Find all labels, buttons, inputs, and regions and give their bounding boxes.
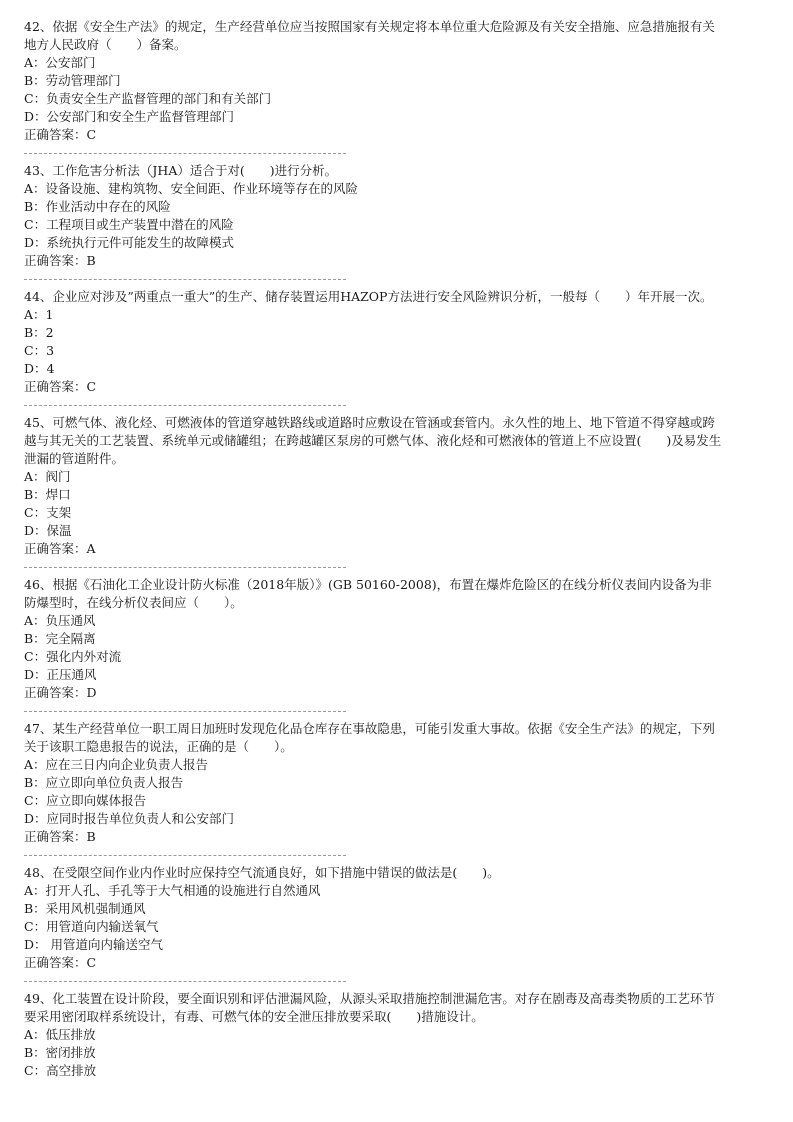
option-a: A：负压通风 — [24, 613, 96, 628]
question-45 — [24, 414, 724, 568]
option-c: C：用管道向内输送氧气 — [24, 919, 159, 934]
correct-answer: 正确答案：B — [24, 253, 96, 268]
option-d: D：4 — [24, 361, 55, 376]
option-d: D：系统执行元件可能发生的故障模式 — [24, 235, 235, 250]
option-c: C：强化内外对流 — [24, 649, 122, 664]
question-stem: 44、企业应对涉及”两重点一重大”的生产、储存装置运用HAZOP方法进行安全风险辨识分析，一般每（ ）年开展一次。 — [24, 289, 713, 304]
question-page — [24, 18, 724, 1080]
question-43 — [24, 162, 724, 280]
question-47 — [24, 720, 724, 856]
question-stem: 47、某生产经营单位一职工周日加班时发现危化品仓库存在事故隐患，可能引发重大事故。依据《安全生产法》的规定，下列关于该职工隐患报告的说法，正确的是（ ）。 — [24, 721, 715, 754]
correct-answer: 正确答案：B — [24, 829, 96, 844]
correct-answer: 正确答案：A — [24, 541, 96, 556]
option-b: B：作业活动中存在的风险 — [24, 199, 171, 214]
option-c: C：工程项目或生产装置中潜在的风险 — [24, 217, 234, 232]
question-44 — [24, 288, 724, 406]
option-d: D：正压通风 — [24, 667, 97, 682]
question-stem: 49、化工装置在设计阶段，要全面识别和评估泄漏风险，从源头采取措施控制泄漏危害。对存在剧毒及高毒类物质的工艺环节要采用密闭取样系统设计，有毒、可燃气体的安全泄压排放要采取( )措施设计。 — [24, 991, 715, 1024]
question-stem: 46、根据《石油化工企业设计防火标准（2018年版）》(GB 50160-2008)，布置在爆炸危险区的在线分析仪表间内设备为非防爆型时，在线分析仪表间应（ ）。 — [24, 577, 712, 610]
question-stem: 43、工作危害分析法（JHA）适合于对( )进行分析。 — [24, 163, 338, 178]
correct-answer: 正确答案：D — [24, 685, 97, 700]
question-divider — [24, 567, 346, 568]
option-a: A：打开人孔、手孔等于大气相通的设施进行自然通风 — [24, 883, 321, 898]
question-divider — [24, 981, 346, 982]
question-divider — [24, 711, 346, 712]
option-b: B：密闭排放 — [24, 1045, 96, 1060]
question-42 — [24, 18, 724, 154]
option-b: B：应立即向单位负责人报告 — [24, 775, 184, 790]
question-48 — [24, 864, 724, 982]
question-stem: 45、可燃气体、液化烃、可燃液体的管道穿越铁路线或道路时应敷设在管涵或套管内。永久性的地上、地下管道不得穿越或跨越与其无关的工艺装置、系统单元或储罐组；在跨越罐区泵房的可燃气体、液化烃和可燃液体的管道上不应设置( )及易发生泄漏的管道附件。 — [24, 415, 722, 466]
option-a: A：1 — [24, 307, 54, 322]
question-46 — [24, 576, 724, 712]
option-b: B：焊口 — [24, 487, 71, 502]
option-b: B：2 — [24, 325, 54, 340]
option-a: A：低压排放 — [24, 1027, 96, 1042]
option-c: C：应立即向媒体报告 — [24, 793, 147, 808]
option-d: D：应同时报告单位负责人和公安部门 — [24, 811, 235, 826]
option-d: D： 用管道向内输送空气 — [24, 937, 163, 952]
question-49 — [24, 990, 724, 1080]
option-b: B：劳动管理部门 — [24, 73, 121, 88]
correct-answer: 正确答案：C — [24, 379, 97, 394]
question-divider — [24, 279, 346, 280]
question-divider — [24, 153, 346, 154]
correct-answer: 正确答案：C — [24, 955, 97, 970]
correct-answer: 正确答案：C — [24, 127, 97, 142]
option-c: C：支架 — [24, 505, 72, 520]
option-a: A：应在三日内向企业负责人报告 — [24, 757, 209, 772]
option-a: A：设备设施、建构筑物、安全间距、作业环境等存在的风险 — [24, 181, 359, 196]
option-b: B：完全隔离 — [24, 631, 96, 646]
option-c: C：负责安全生产监督管理的部门和有关部门 — [24, 91, 272, 106]
option-d: D：保温 — [24, 523, 72, 538]
question-stem: 48、在受限空间作业内作业时应保持空气流通良好，如下措施中错误的做法是( )。 — [24, 865, 500, 880]
question-divider — [24, 405, 346, 406]
option-a: A：公安部门 — [24, 55, 96, 70]
option-d: D：公安部门和安全生产监督管理部门 — [24, 109, 235, 124]
question-divider — [24, 855, 346, 856]
option-c: C：高空排放 — [24, 1063, 97, 1078]
option-c: C：3 — [24, 343, 55, 358]
option-b: B：采用风机强制通风 — [24, 901, 146, 916]
option-a: A：阀门 — [24, 469, 71, 484]
question-stem: 42、依据《安全生产法》的规定，生产经营单位应当按照国家有关规定将本单位重大危险源及有关安全措施、应急措施报有关地方人民政府（ ）备案。 — [24, 19, 715, 52]
